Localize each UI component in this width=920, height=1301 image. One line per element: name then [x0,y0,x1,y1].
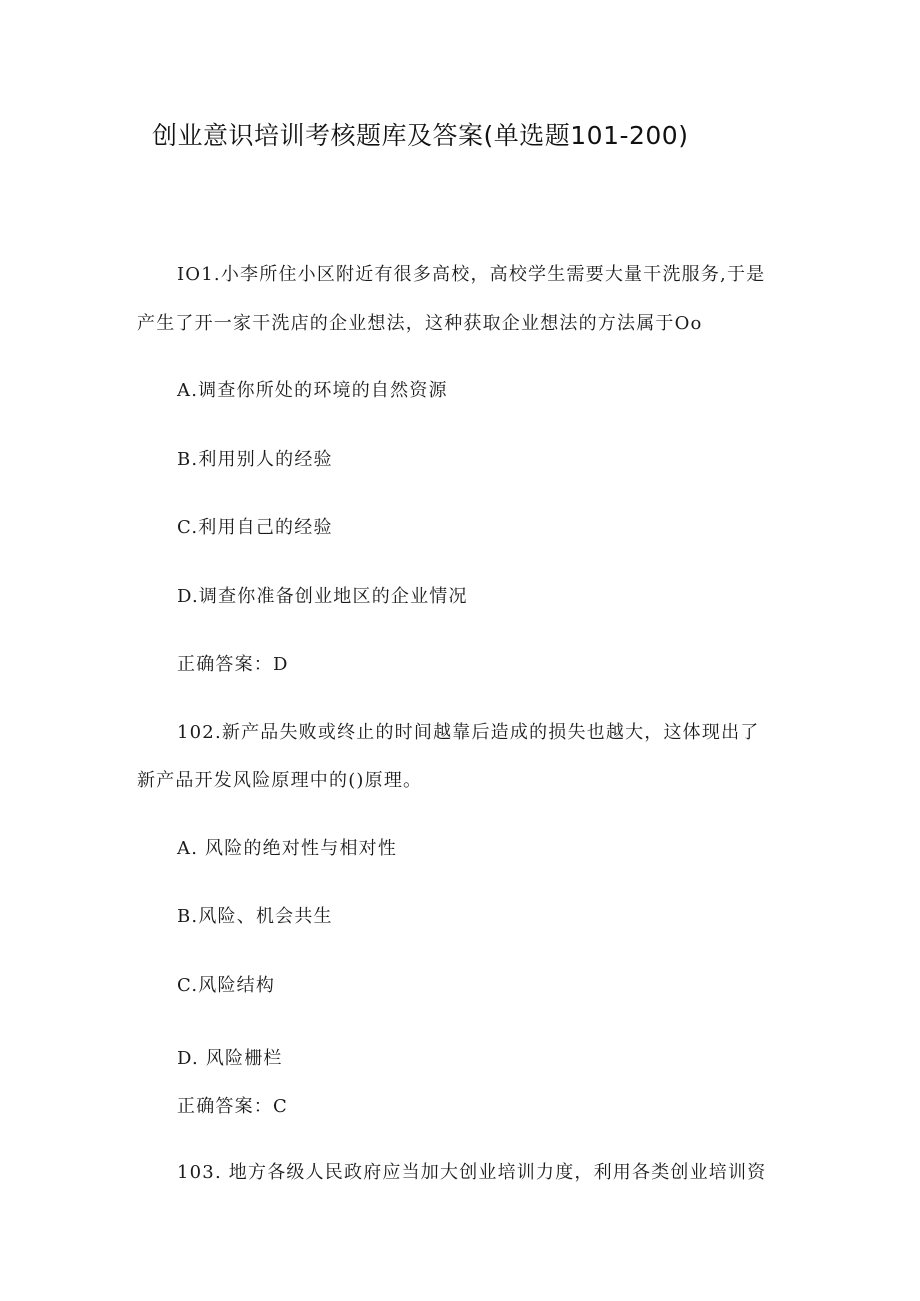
question-101-stem-line-1: IO1.小李所住小区附近有很多高校，高校学生需要大量干洗服务,于是 [177,264,766,285]
question-101-option-a: A.调查你所处的环境的自然资源 [177,380,448,401]
question-101-stem-line-2: 产生了开一家干洗店的企业想法，这种获取企业想法的方法属于Oo [137,313,703,334]
question-102-option-a: A. 风险的绝对性与相对性 [177,838,398,859]
question-101-option-d: D.调查你准备创业地区的企业情况 [177,586,468,607]
question-101-answer: 正确答案：D [177,654,289,675]
question-101-option-b: B.利用别人的经验 [177,449,333,470]
question-102-answer: 正确答案：C [177,1096,288,1117]
document-title: 创业意识培训考核题库及答案(单选题101-200) [152,121,689,150]
question-102-option-c: C.风险结构 [177,975,276,996]
question-102-stem-line-1: 102.新产品失败或终止的时间越靠后造成的损失也越大，这体现出了 [177,722,760,743]
question-101-option-c: C.利用自己的经验 [177,517,333,538]
question-102-stem-line-2: 新产品开发风险原理中的()原理。 [137,770,423,791]
question-103-stem-line-1: 103. 地方各级人民政府应当加大创业培训力度，利用各类创业培训资 [177,1162,767,1183]
question-102-option-b: B.风险、机会共生 [177,906,333,927]
question-102-option-d: D. 风险栅栏 [177,1048,283,1069]
